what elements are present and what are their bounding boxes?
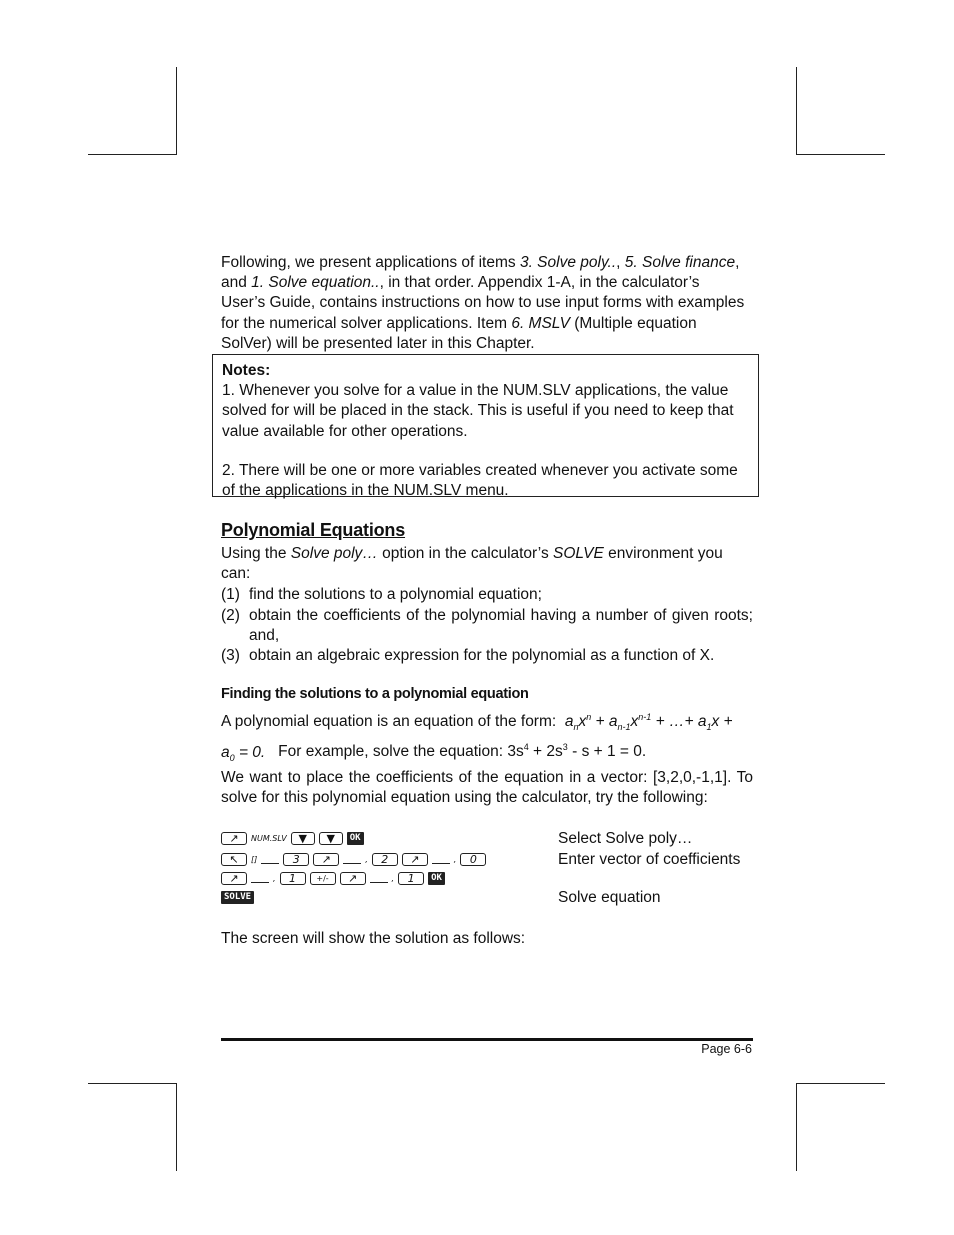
one-key: 1	[398, 872, 424, 885]
underline	[370, 874, 388, 883]
page-number: Page 6-6	[701, 1042, 752, 1056]
zero-key: 0	[460, 853, 486, 866]
equation-paragraph	[221, 707, 753, 768]
subsection-title: Finding the solutions to a polynomial equation	[221, 686, 529, 702]
keystroke-row-1	[221, 830, 364, 846]
crop-mark-br-horizontal	[796, 1083, 885, 1084]
comma-label: ,	[391, 873, 395, 883]
down-arrow-key: ▼	[291, 832, 315, 845]
crop-mark-bl-horizontal	[88, 1083, 177, 1084]
keystroke-desc-2: Enter vector of coefficients	[558, 851, 741, 868]
right-shift-key: ↗	[340, 872, 366, 885]
numslv-key-label: NUM.SLV	[251, 833, 287, 843]
right-shift-key: ↗	[221, 872, 247, 885]
intro-paragraph	[221, 253, 753, 354]
footer-rule	[221, 1038, 753, 1041]
underline	[432, 855, 450, 864]
comma-label: ,	[453, 854, 457, 864]
crop-mark-bl-vertical	[176, 1083, 177, 1171]
list-item-number: (3)	[221, 647, 240, 664]
two-key: 2	[372, 853, 398, 866]
list-item-number: (2)	[221, 607, 240, 624]
down-arrow-key: ▼	[319, 832, 343, 845]
intro-line-2: and 1. Solve equation.., in that order. Appendix 1-A, in the calculator’s	[221, 274, 700, 292]
vector-paragraph: We want to place the coefficients of the equation in a vector: [3,2,0,-1,1]. To solve for this polynomial equation using the calculator, try the following:	[221, 769, 753, 807]
ok-softkey: OK	[428, 872, 445, 885]
notes-box	[212, 354, 759, 500]
comma-label: ,	[365, 854, 368, 864]
right-shift-key: ↗	[402, 853, 428, 866]
equation-line-1: A polynomial equation is an equation of the form: $a_nx^n + a_{n-1}x^{n-1}$ + …+ $a_1x$ +	[221, 712, 733, 733]
list-item-text: obtain the coefficients of the polynomial having a number of given roots; and,	[249, 607, 753, 645]
right-shift-key: ↗	[313, 853, 339, 866]
closing-text: The screen will show the solution as follows:	[221, 930, 526, 947]
keystroke-row-4	[221, 889, 254, 905]
solve-softkey: SOLVE	[221, 891, 254, 904]
right-shift-key: ↗	[221, 832, 247, 845]
list-item-text: find the solutions to a polynomial equation;	[249, 586, 542, 603]
equation-line-2: $a_0 = 0$. For example, solve the equation: $3s^4 + 2s^3 - s + 1 = 0$.	[221, 742, 647, 763]
ok-softkey: OK	[347, 832, 364, 845]
note-2: 2. There will be one or more variables created whenever you activate some of the applications in the NUM.SLV menu.	[222, 461, 738, 500]
section-intro: Using the Solve poly… option in the calculator’s SOLVE environment you can:	[221, 545, 723, 583]
crop-mark-tr-vertical	[796, 67, 797, 154]
intro-line-5: SolVer) will be presented later in this Chapter.	[221, 334, 535, 352]
list-item-text: obtain an algebraic expression for the polynomial as a function of X.	[249, 647, 715, 664]
keystroke-desc-1: Select Solve poly…	[558, 830, 693, 847]
underline	[343, 855, 361, 864]
underline	[251, 874, 269, 883]
crop-mark-tl-horizontal	[88, 154, 177, 155]
note-1: 1. Whenever you solve for a value in the NUM.SLV applications, the value solved for will be placed in the stack. This is useful if you need to keep that value available for other operations.	[222, 382, 734, 440]
one-key: 1	[280, 872, 306, 885]
keystroke-row-2	[221, 851, 486, 867]
intro-line-1: Following, we present applications of items 3. Solve poly.., 5. Solve finance,	[221, 254, 740, 271]
crop-mark-br-vertical	[796, 1083, 797, 1171]
notes-heading: Notes:	[222, 362, 271, 379]
list-item-number: (1)	[221, 586, 240, 603]
comma-label: ,	[273, 873, 276, 883]
keystroke-row-3	[221, 870, 445, 886]
crop-mark-tr-horizontal	[796, 154, 885, 155]
section-title: Polynomial Equations	[221, 520, 406, 540]
intro-line-3: User’s Guide, contains instructions on how to use input forms with examples	[221, 294, 745, 312]
keystroke-desc-4: Solve equation	[558, 889, 661, 906]
bracket-key-label: []	[251, 854, 258, 864]
plus-minus-key: +/-	[310, 872, 336, 885]
three-key: 3	[283, 853, 309, 866]
intro-line-4: for the numerical solver applications. Item 6. MSLV (Multiple equation	[221, 314, 697, 332]
underline	[261, 855, 279, 864]
crop-mark-tl-vertical	[176, 67, 177, 154]
left-shift-key: ↖	[221, 853, 247, 866]
